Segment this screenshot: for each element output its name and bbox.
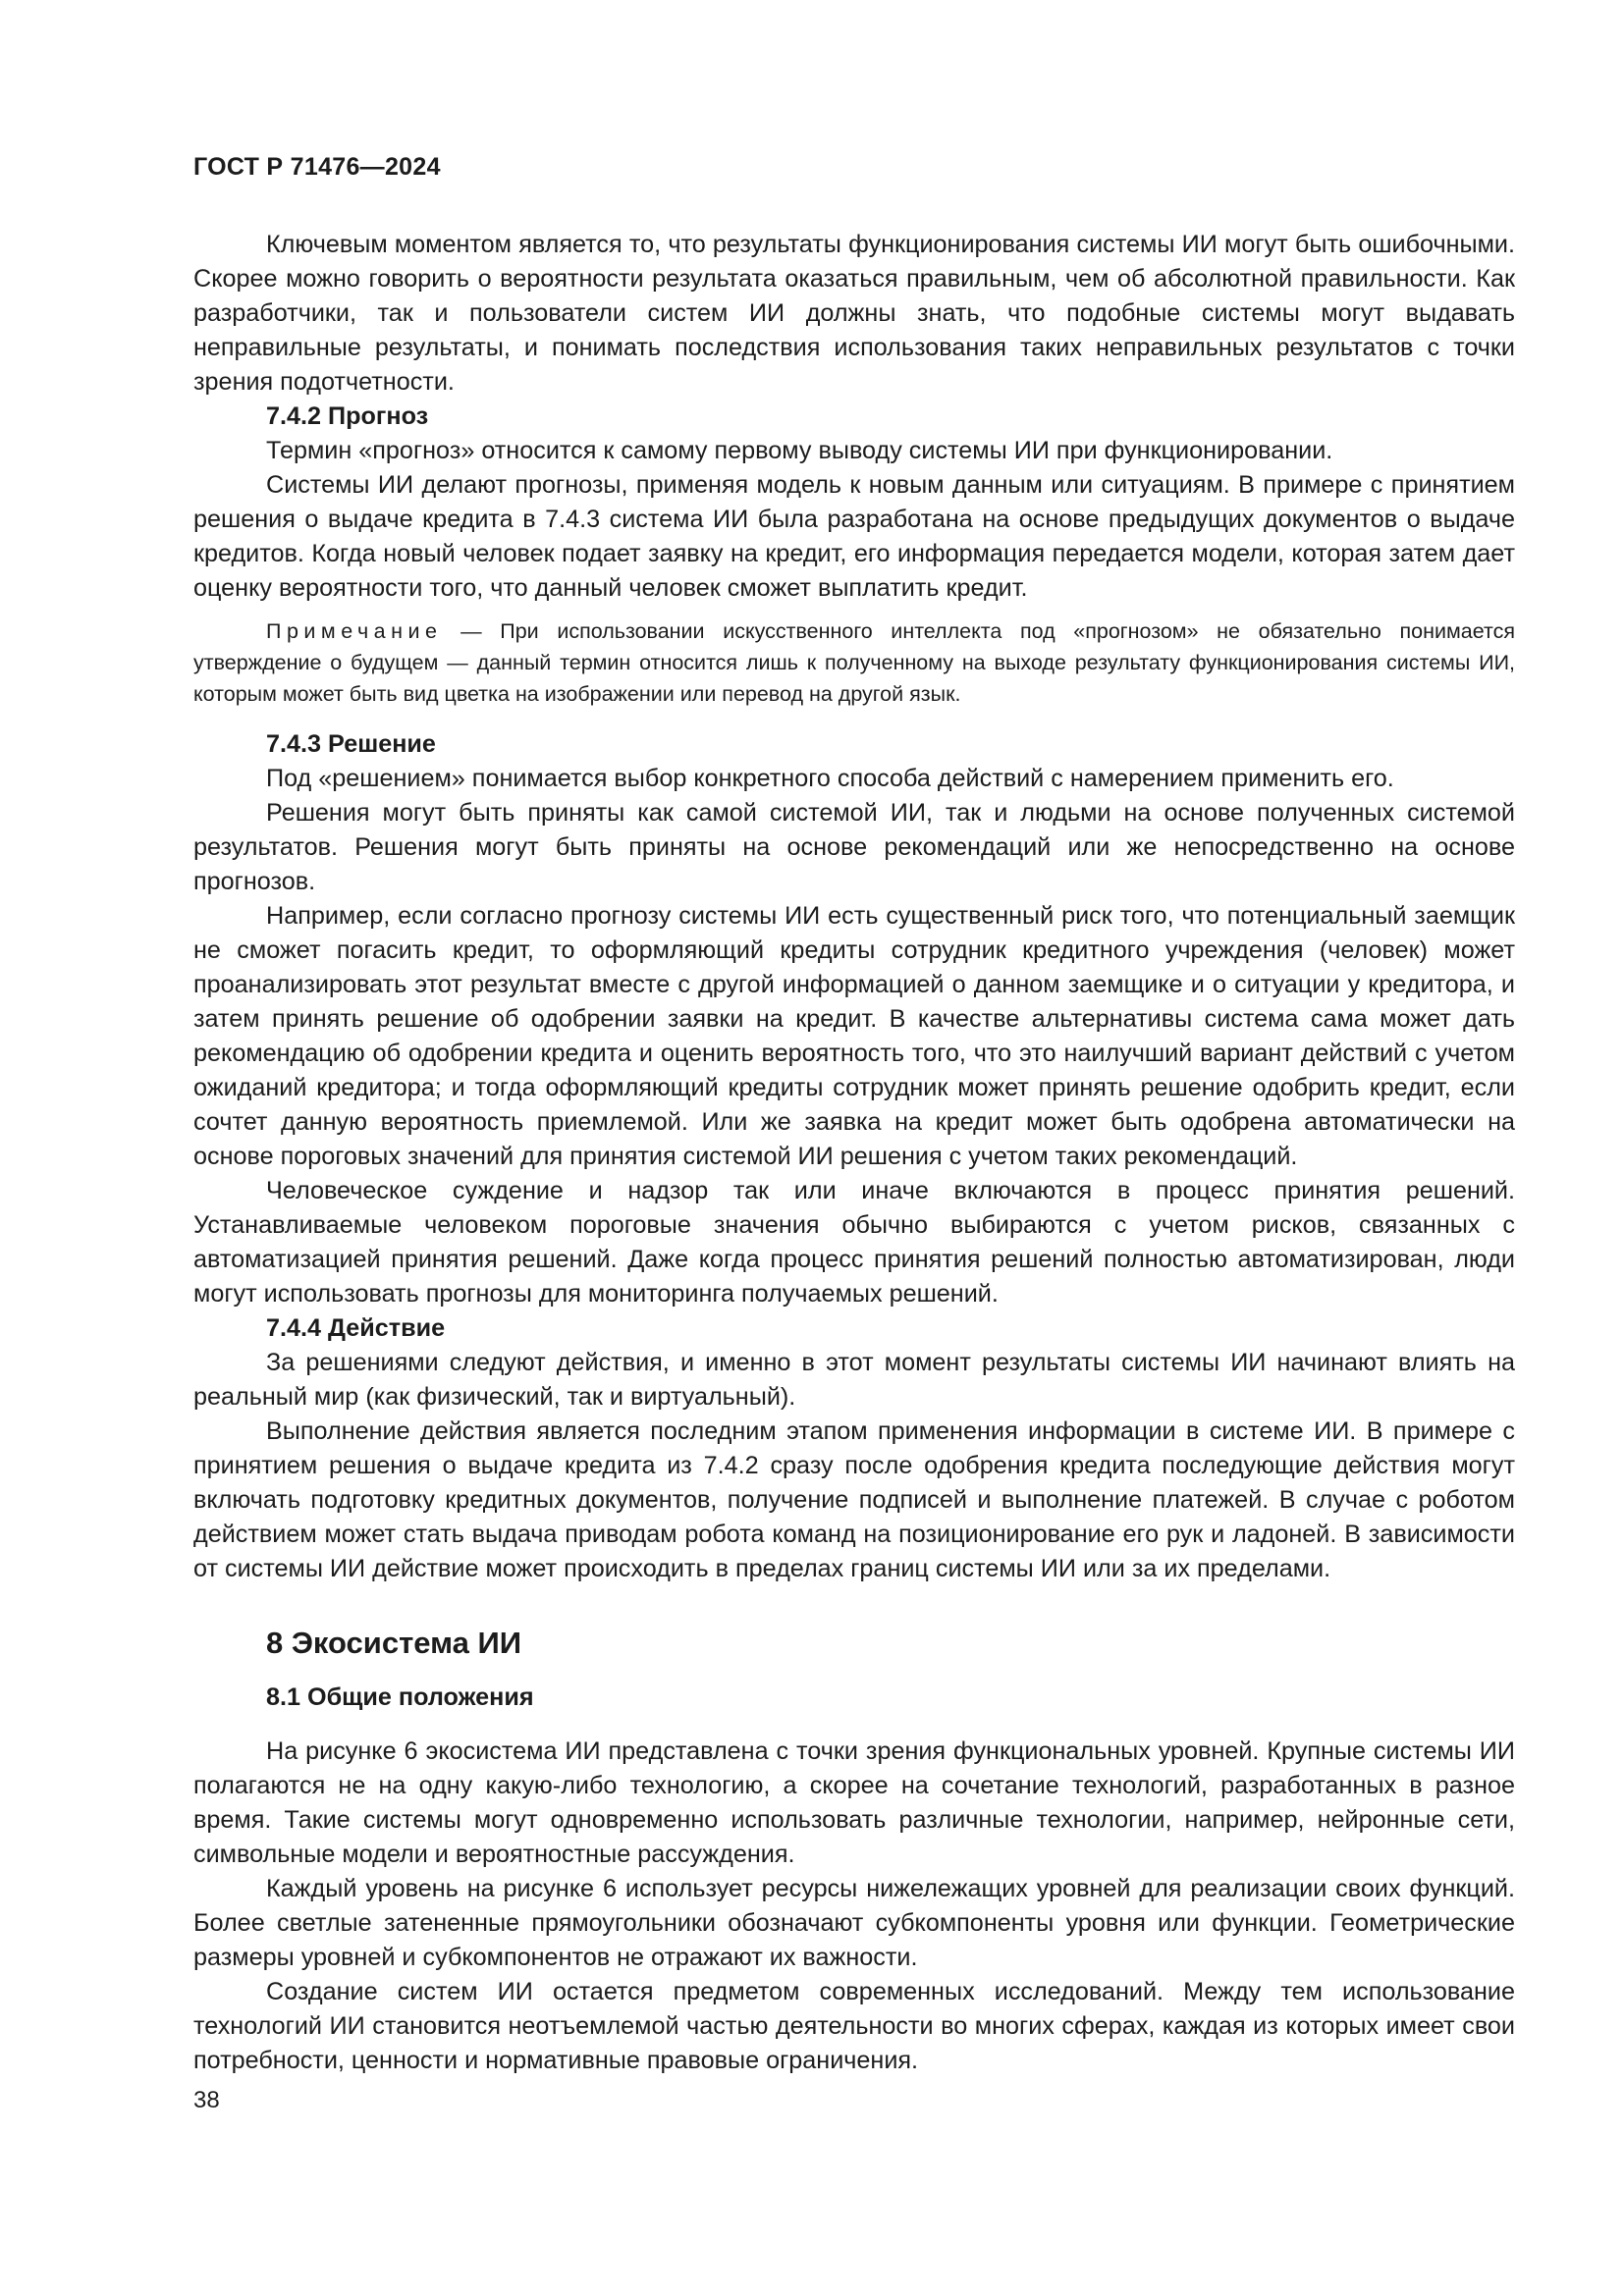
section-7-4-4-title: 7.4.4 Действие bbox=[266, 1314, 446, 1342]
section-8-1-paragraph-2: Каждый уровень на рисунке 6 использует ресурсы нижележащих уровней для реализации своих функций. Более светлые затененные прямоугольники обозначают субкомпоненты уровня или функции. Геометрические размеры уровней и субкомпонентов не отражают их важности. bbox=[193, 1875, 1515, 1971]
intro-paragraph: Ключевым моментом является то, что результаты функционирования системы ИИ могут быть ошибочными. Скорее можно говорить о вероятности результата оказаться правильным, чем об абсолютной правильности. Как разработчики, так и пользователи систем ИИ должны знать, что подобные системы могут выдавать неправильные результаты, и понимать последствия использования таких неправильных результатов с точки зрения подотчетности. bbox=[193, 231, 1515, 396]
note-text: — При использовании искусственного интеллекта под «прогнозом» не обязательно понимается утверждение о будущем — данный термин относится лишь к полученному на выходе результату функционирования системы ИИ, которым может быть вид цветка на изображении или перевод на другой язык. bbox=[193, 619, 1515, 706]
section-7-4-3-paragraph-2: Решения могут быть приняты как самой системой ИИ, так и людьми на основе полученных системой результатов. Решения могут быть приняты на основе рекомендаций или же непосредственно на основе прогнозов. bbox=[193, 799, 1515, 895]
section-7-4-3-title: 7.4.3 Решение bbox=[266, 730, 436, 758]
section-8-1-paragraph-1: На рисунке 6 экосистема ИИ представлена с точки зрения функциональных уровней. Крупные системы ИИ полагаются не на одну какую-либо технологию, а скорее на сочетание технологий, разработанных в разное время. Такие системы могут одновременно использовать различные технологии, например, нейронные сети, символьные модели и вероятностные рассуждения. bbox=[193, 1737, 1515, 1868]
section-8-title: 8 Экосистема ИИ bbox=[266, 1626, 522, 1660]
section-7-4-2-title: 7.4.2 Прогноз bbox=[266, 402, 429, 430]
section-7-4-4-paragraph-2: Выполнение действия является последним этапом применения информации в системе ИИ. В примере с принятием решения о выдаче кредита из 7.4.2 сразу после одобрения кредита последующие действия могут включать подготовку кредитных документов, получение подписей и выполнение платежей. В случае с роботом действием может стать выдача приводам робота команд на позиционирование его рук и ладоней. В зависимости от системы ИИ действие может происходить в пределах границ системы ИИ или за их пределами. bbox=[193, 1417, 1515, 1582]
document-body bbox=[193, 228, 1515, 2078]
section-8-1-title: 8.1 Общие положения bbox=[266, 1683, 534, 1711]
section-8-1-paragraph-3: Создание систем ИИ остается предметом современных исследований. Между тем использование технологий ИИ становится неотъемлемой частью деятельности во многих сферах, каждая из которых имеет свои потребности, ценности и нормативные правовые ограничения. bbox=[193, 1978, 1515, 2074]
section-7-4-2-paragraph-2: Системы ИИ делают прогнозы, применяя модель к новым данным или ситуациям. В примере с принятием решения о выдаче кредита в 7.4.3 система ИИ была разработана на основе предыдущих документов о выдаче кредитов. Когда новый человек подает заявку на кредит, его информация передается модели, которая затем дает оценку вероятности того, что данный человек сможет выплатить кредит. bbox=[193, 471, 1515, 602]
section-7-4-3-paragraph-4: Человеческое суждение и надзор так или иначе включаются в процесс принятия решений. Устанавливаемые человеком пороговые значения обычно выбираются с учетом рисков, связанных с автоматизацией принятия решений. Даже когда процесс принятия решений полностью автоматизирован, люди могут использовать прогнозы для мониторинга получаемых решений. bbox=[193, 1177, 1515, 1308]
section-7-4-3-paragraph-3: Например, если согласно прогнозу системы ИИ есть существенный риск того, что потенциальный заемщик не сможет погасить кредит, то оформляющий кредиты сотрудник кредитного учреждения (человек) может проанализировать этот результат вместе с другой информацией о данном заемщике и о ситуации у кредитора, и затем принять решение об одобрении заявки на кредит. В качестве альтернативы система сама может дать рекомендацию об одобрении кредита и оценить вероятность того, что это наилучший вариант действий с учетом ожиданий кредитора; и тогда оформляющий кредиты сотрудник может принять решение одобрить кредит, если сочтет данную вероятность приемлемой. Или же заявка на кредит может быть одобрена автоматически на основе пороговых значений для принятия системой ИИ решения с учетом таких рекомендаций. bbox=[193, 902, 1515, 1170]
page-number: 38 bbox=[193, 2087, 220, 2113]
document-code-header: ГОСТ Р 71476—2024 bbox=[193, 153, 441, 181]
section-7-4-3-paragraph-1: Под «решением» понимается выбор конкретного способа действий с намерением применить его. bbox=[266, 765, 1394, 792]
section-7-4-4-paragraph-1: За решениями следуют действия, и именно в этот момент результаты системы ИИ начинают влиять на реальный мир (как физический, так и виртуальный). bbox=[193, 1349, 1515, 1411]
note-label: Примечание bbox=[266, 619, 443, 643]
note-block bbox=[193, 615, 1515, 710]
section-7-4-2-paragraph-1: Термин «прогноз» относится к самому первому выводу системы ИИ при функционировании. bbox=[266, 437, 1333, 464]
